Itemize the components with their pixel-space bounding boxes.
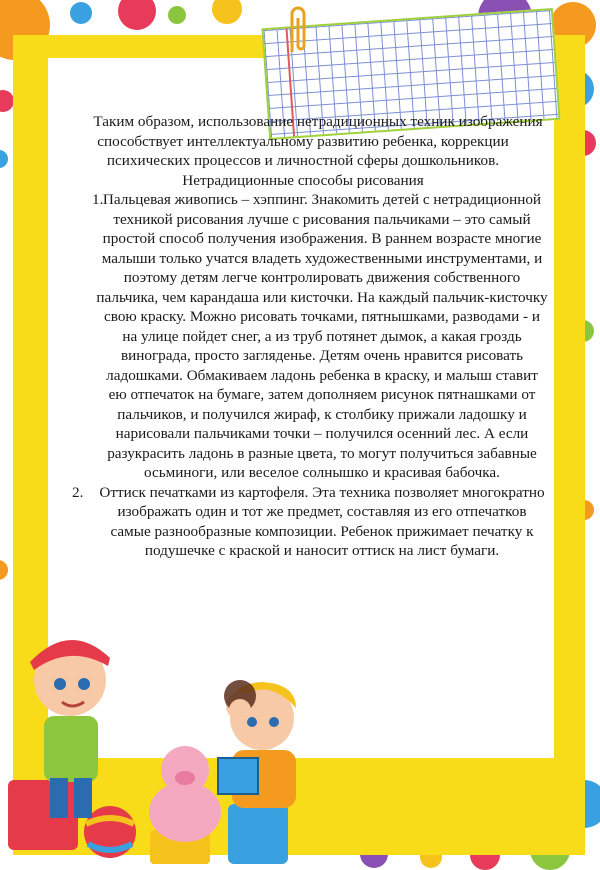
children-illustration	[0, 600, 310, 864]
paperclip-icon	[284, 2, 312, 62]
list-item-text: Оттиск печатками из картофеля. Эта техника позволяет многократно изображать один и тот же предмет, составляя из его отпечатков самые разнообразные композиции. Ребенок прижимает печатку к подушечке с краской и наносит оттиск на лист бумаги.	[99, 483, 545, 559]
list-item	[58, 190, 548, 483]
techniques-list	[58, 190, 548, 561]
list-item	[58, 483, 548, 561]
article-text	[58, 112, 548, 561]
list-item-text: Пальцевая живопись – хэппинг. Знакомить детей с нетрадиционной техникой рисования лучше с рисования пальчиками – это самый простой способ получения изображения. В раннем возрасте многие малыши только учатся владеть художественными инструментами, и поэтому детям легче контролировать движения собственного пальчика, чем карандаша или кисточки. На каждый пальчик-кисточку свою краску. Можно рисовать точками, пятнышками, разводами - и на улице пойдет снег, а из труб потянет дымок, а какая гроздь винограда, просто загляденье. Детям очень нравится рисовать ладошками. Обмакиваем ладонь ребенка в краску, и малыш ставит ею отпечаток на бумаге, затем дополняем рисунок пятнашками от пальчиков, и получился жираф, к столбику прижали ладошку и нарисовали пальчиками точки – получился осенний лес. А если разукрасить ладонь в разные цвета, то могут получиться забавные осьминоги, или веселое солнышко и красивая бабочка.	[96, 191, 548, 481]
list-item-number: 1.	[92, 191, 104, 208]
list-item-number: 2.	[72, 483, 84, 501]
intro-paragraph: Таким образом, использование нетрадиционных техник изображения способствует интеллектуальному развитию ребенка, коррекции психических процессов и личностной сферы дошкольников. Нетрадиционные способы рисования	[93, 113, 543, 189]
